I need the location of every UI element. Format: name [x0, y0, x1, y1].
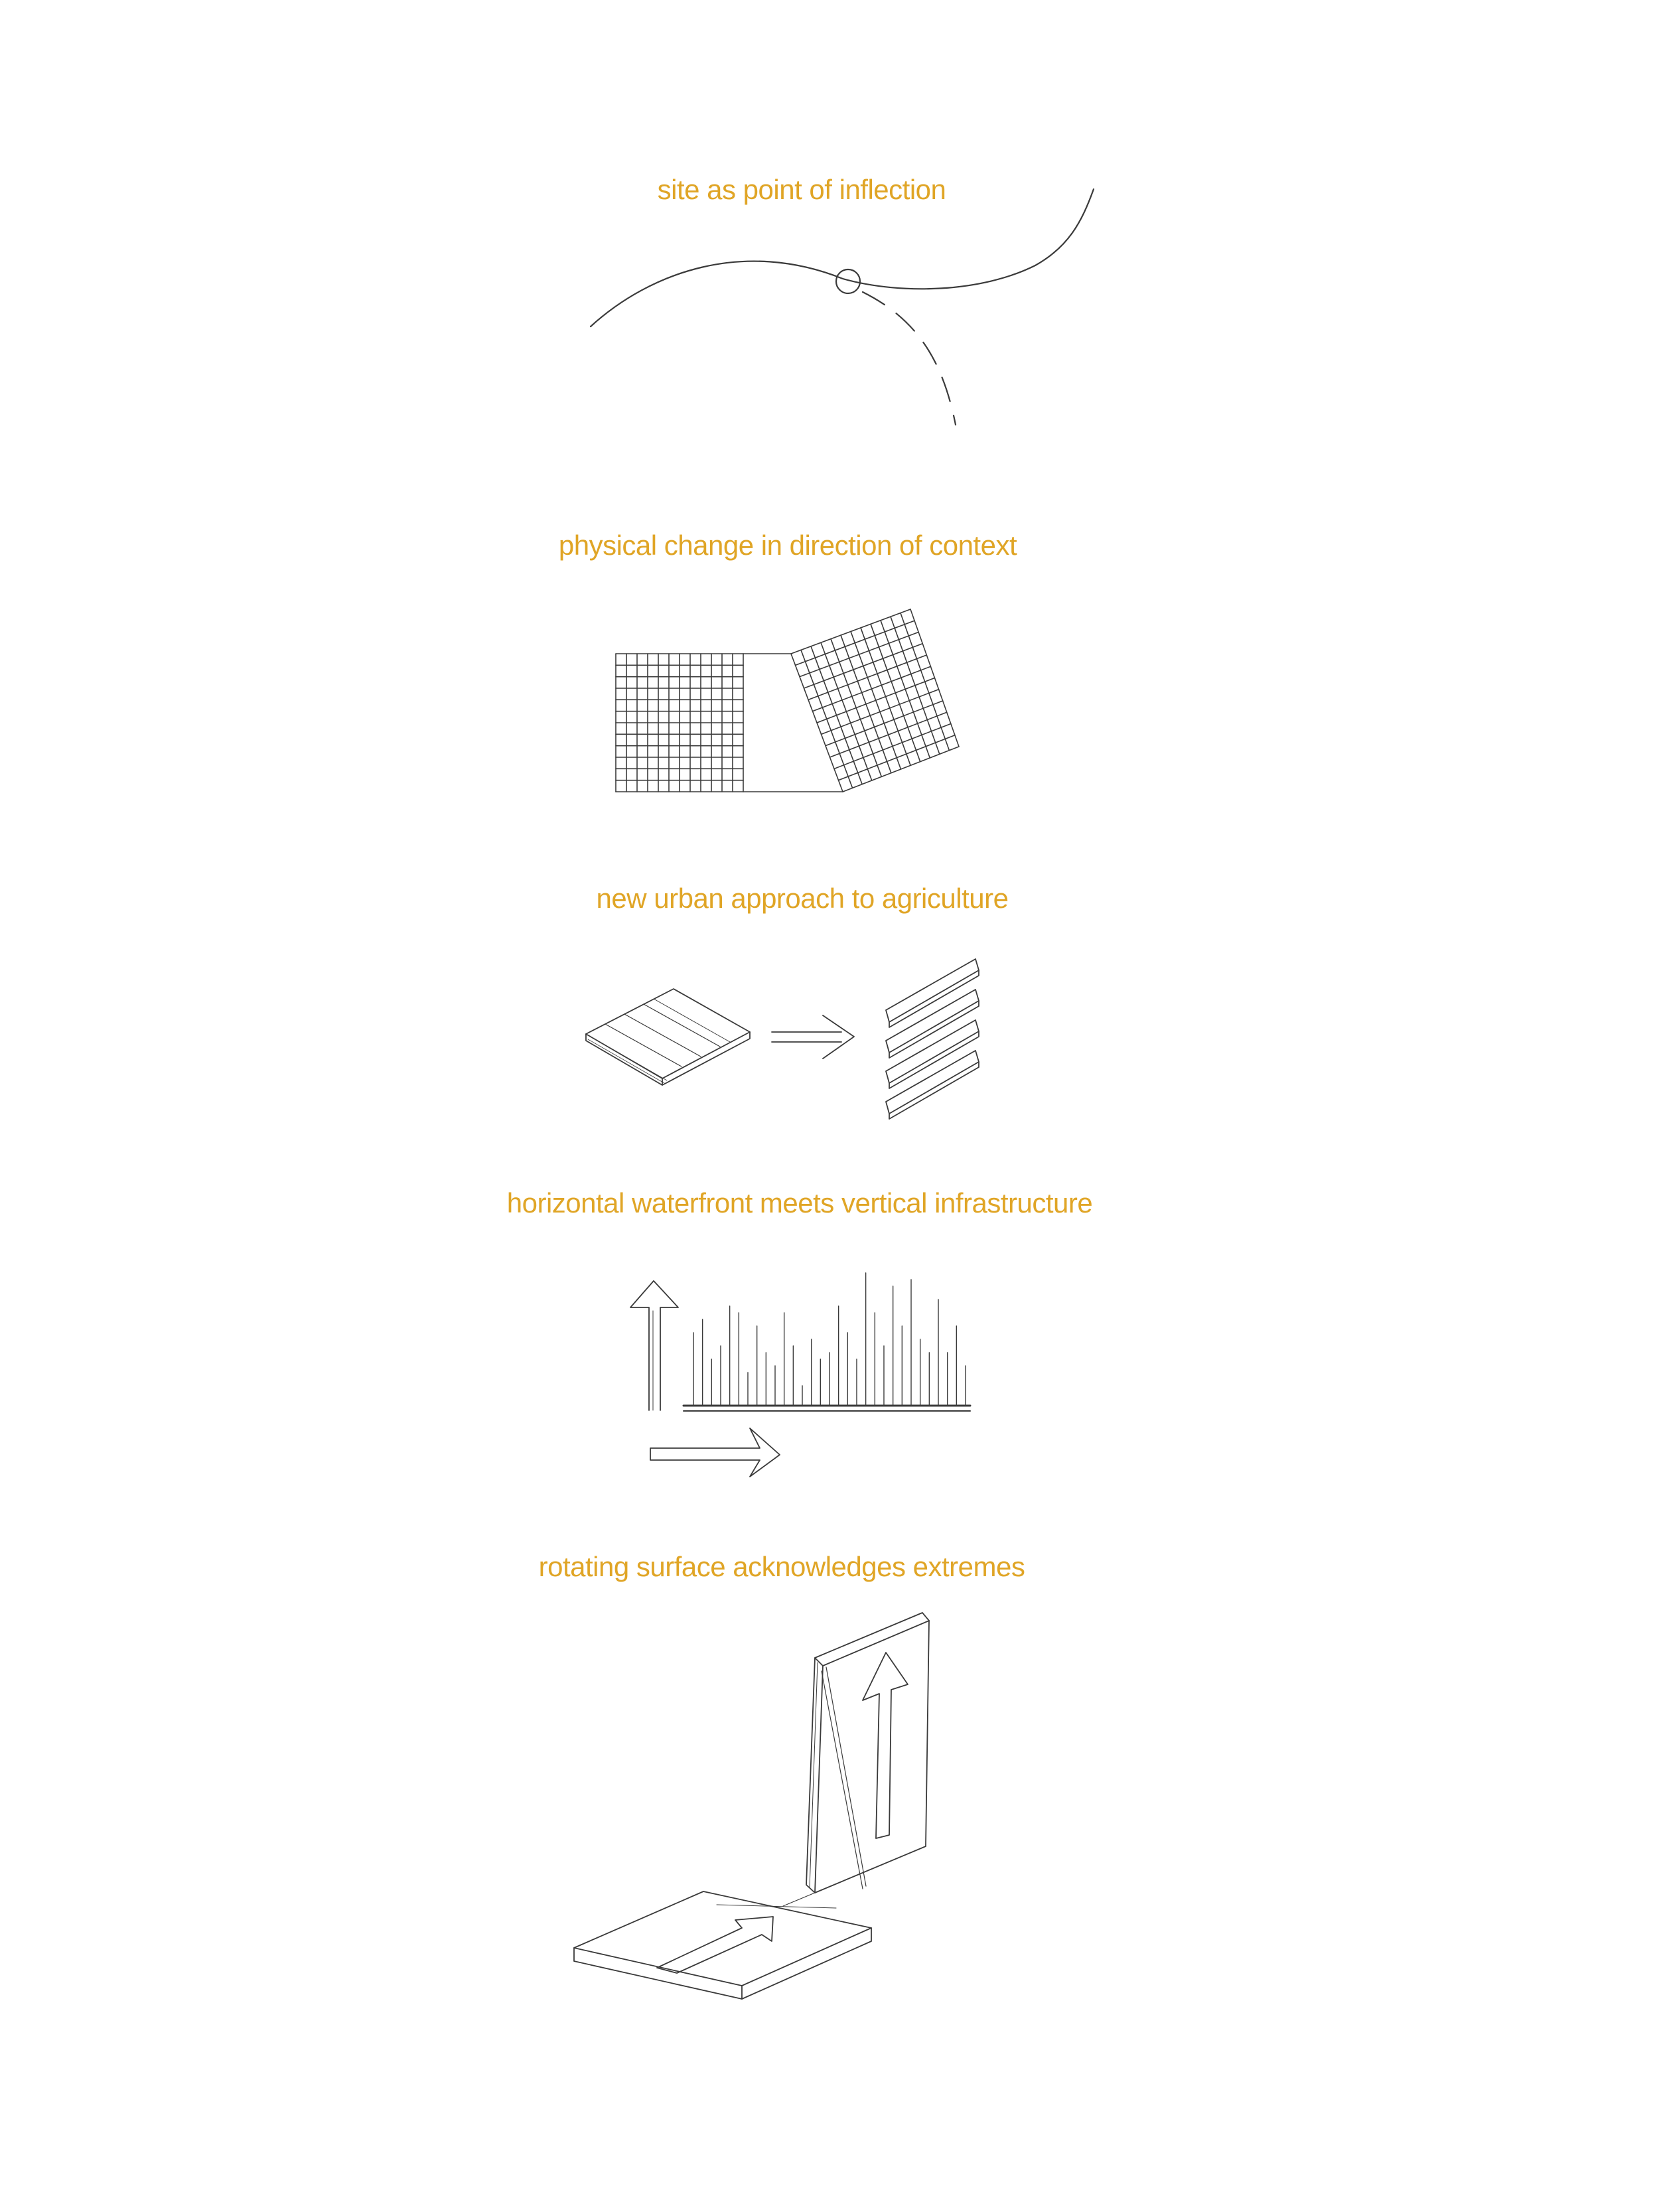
waterfront-line [684, 1406, 970, 1411]
rotation-links [783, 1667, 866, 1906]
inflection-point [836, 269, 860, 293]
waterfront-sketch [630, 1273, 970, 1477]
sketch-line [910, 609, 959, 747]
caption-waterfront-infrastructure: horizontal waterfront meets vertical infrastructure [506, 1187, 1093, 1218]
vertical-panel [806, 1613, 929, 1893]
agriculture-sketch [586, 959, 979, 1119]
sketch-line [861, 628, 910, 765]
rotated-grid [791, 609, 959, 792]
stacked-strips [886, 959, 979, 1119]
dashed-tangent [863, 292, 956, 425]
sketch-line [822, 690, 939, 735]
inflection-curve [591, 189, 1094, 327]
right-arrow-icon [650, 1428, 780, 1477]
orthogonal-grid [616, 654, 743, 792]
rotating-surface-sketch [574, 1613, 929, 1999]
sketch-line [871, 624, 920, 761]
sketch-line [843, 747, 959, 792]
sketch-line [881, 621, 930, 758]
caption-urban-agriculture: new urban approach to agriculture [596, 883, 1009, 914]
caption-rotating-surface: rotating surface acknowledges extremes [538, 1551, 1025, 1582]
up-arrow-icon [630, 1281, 678, 1410]
sketch-line [817, 678, 935, 723]
sketch-line [891, 617, 940, 754]
caption-direction-change: physical change in direction of context [558, 530, 1017, 561]
sketch-line [834, 724, 951, 769]
grid-direction-sketch [616, 609, 959, 792]
vertical-towers [693, 1273, 966, 1406]
sketch-line [901, 613, 949, 751]
field-slab [586, 989, 750, 1085]
horizontal-panel [574, 1891, 871, 1999]
inflection-sketch [591, 189, 1094, 425]
sketch-line [839, 735, 955, 780]
sketch-line [826, 701, 943, 746]
sketch-line [830, 712, 947, 757]
caption-inflection: site as point of inflection [657, 174, 946, 205]
transform-arrow-icon [772, 1015, 854, 1059]
